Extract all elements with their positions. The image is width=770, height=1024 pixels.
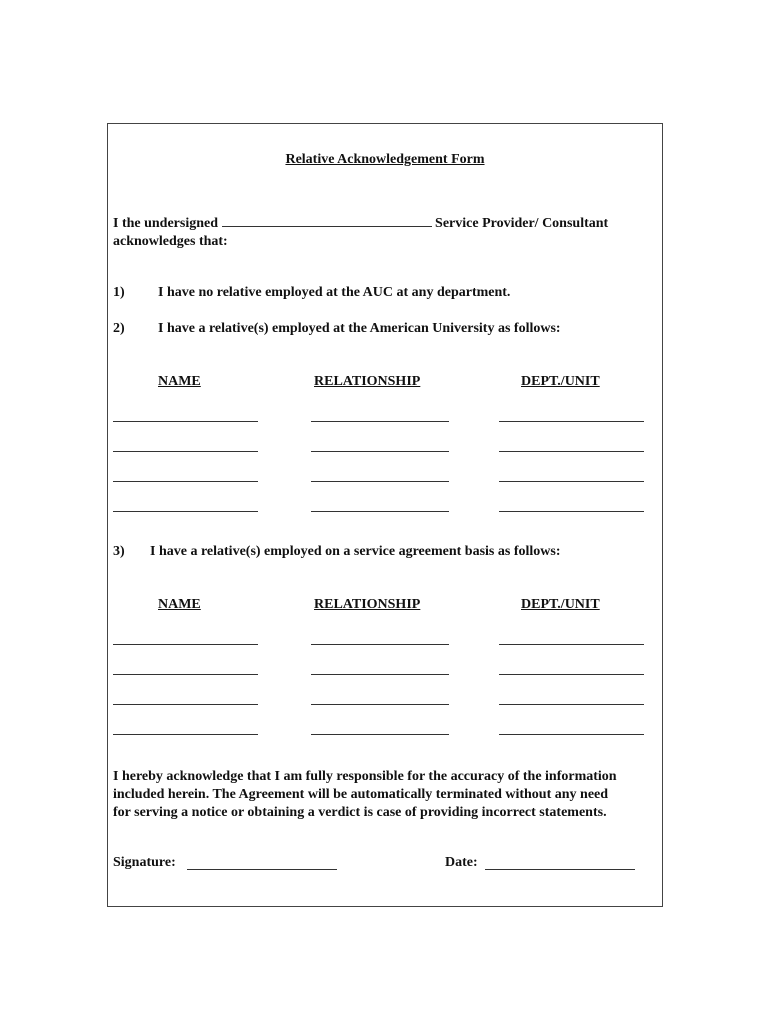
table2-name-field[interactable] [113,704,258,705]
acknowledgement-line-3: for serving a notice or obtaining a verdict is case of providing incorrect statements. [113,805,607,820]
signature-field[interactable] [187,869,337,870]
table1-header-relationship: RELATIONSHIP [314,374,421,389]
table1-name-field[interactable] [113,451,258,452]
intro-line [113,216,608,232]
table1-relationship-field[interactable] [311,451,449,452]
table2-relationship-field[interactable] [311,734,449,735]
date-label: Date: [445,855,478,870]
table2-header-name: NAME [158,597,201,612]
acknowledgement-line-2: included herein. The Agreement will be automatically terminated without any need [113,787,609,802]
table1-relationship-field[interactable] [311,511,449,512]
item1-text: I have no relative employed at the AUC at any department. [158,285,511,300]
table1-dept-field[interactable] [499,511,644,512]
undersigned-name-field[interactable] [222,225,432,227]
table1-dept-field[interactable] [499,451,644,452]
table1-dept-field[interactable] [499,481,644,482]
form-title: Relative Acknowledgement Form [285,152,485,167]
table2-relationship-field[interactable] [311,704,449,705]
table2-dept-field[interactable] [499,674,644,675]
table1-dept-field[interactable] [499,421,644,422]
table2-dept-field[interactable] [499,734,644,735]
table2-name-field[interactable] [113,644,258,645]
table2-relationship-field[interactable] [311,644,449,645]
table2-relationship-field[interactable] [311,674,449,675]
table2-name-field[interactable] [113,734,258,735]
table2-header-dept: DEPT./UNIT [521,597,600,612]
item2-number: 2) [113,321,125,336]
table2-dept-field[interactable] [499,704,644,705]
intro-suffix: Service Provider/ Consultant [435,216,609,231]
table2-dept-field[interactable] [499,644,644,645]
intro-line-2: acknowledges that: [113,234,228,249]
intro-prefix: I the undersigned [113,216,219,231]
item3-number: 3) [113,544,125,559]
signature-label: Signature: [113,855,176,870]
table1-name-field[interactable] [113,421,258,422]
table1-relationship-field[interactable] [311,421,449,422]
table1-header-name: NAME [158,374,201,389]
table1-relationship-field[interactable] [311,481,449,482]
table2-name-field[interactable] [113,674,258,675]
item3-text: I have a relative(s) employed on a service agreement basis as follows: [150,544,561,559]
item2-text: I have a relative(s) employed at the American University as follows: [158,321,561,336]
table2-header-relationship: RELATIONSHIP [314,597,421,612]
table1-name-field[interactable] [113,481,258,482]
acknowledgement-line-1: I hereby acknowledge that I am fully responsible for the accuracy of the information [113,769,617,784]
table1-header-dept: DEPT./UNIT [521,374,600,389]
date-field[interactable] [485,869,635,870]
item1-number: 1) [113,285,125,300]
table1-name-field[interactable] [113,511,258,512]
